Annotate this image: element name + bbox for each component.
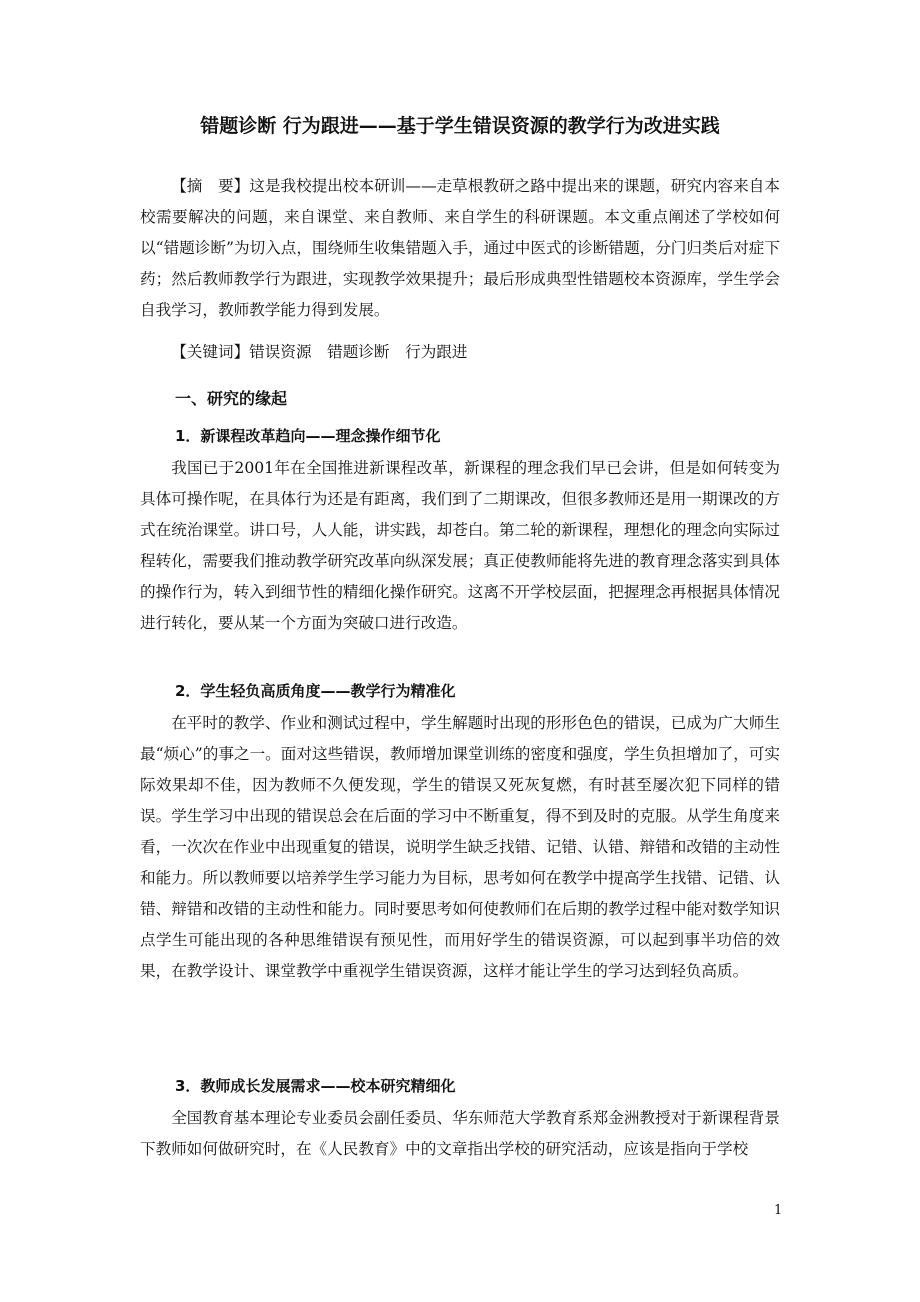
page-number: 1 (774, 1203, 783, 1218)
keywords-text: 错误资源 错题诊断 行为跟进 (249, 343, 468, 361)
abstract-text: 这是我校提出校本研训——走草根教研之路中提出来的课题，研究内容来自本校需要解决的问题，来自课堂、来自教师、来自学生的科研课题。本文重点阐述了学校如何以“错题诊断”为切入点，围绕师生收集错题入手，通过中医式的诊断错题，分门归类后对症下药；然后教师教学行为跟进，实现教学效果提升；最后形成典型性错题校本资源库，学生学会自我学习，教师教学能力得到发展。 (140, 177, 780, 319)
subsection-paragraph-3: 全国教育基本理论专业委员会副任委员、华东师范大学教育系郑金洲教授对于新课程背景下教师如何做研究时，在《人民教育》中的文章指出学校的研究活动，应该是指向于学校 (140, 1109, 780, 1158)
section-heading: 一、研究的缘起 (175, 389, 288, 408)
keywords-label: 【关键词】 (171, 343, 250, 361)
subsection-heading-1: 1．新课程改革趋向——理念操作细节化 (175, 427, 441, 445)
abstract-label: 【摘 要】 (171, 177, 250, 195)
abstract-paragraph (140, 171, 780, 326)
subsection-paragraph-1: 我国已于2001年在全国推进新课程改革，新课程的理念我们早已会讲，但是如何转变为具体可操作呢，在具体行为还是有距离，我们到了二期课改，但很多教师还是用一期课改的方式在统治课堂。讲口号，人人能，讲实践，却苍白。第二轮的新课程，理想化的理念向实际过程转化，需要我们推动教学研究改革向纵深发展；真正使教师能将先进的教育理念落实到具体的操作行为，转入到细节性的精细化操作研究。这离不开学校层面，把握理念再根据具体情况进行转化，要从某一个方面为突破口进行改造。 (140, 459, 780, 632)
document-title: 错题诊断 行为跟进——基于学生错误资源的教学行为改进实践 (200, 115, 720, 137)
keywords-paragraph (140, 337, 780, 368)
subsection-heading-2: 2．学生轻负高质角度——教学行为精准化 (175, 682, 456, 700)
subsection-heading-3: 3．教师成长发展需求——校本研究精细化 (175, 1077, 456, 1095)
subsection-paragraph-2: 在平时的教学、作业和测试过程中，学生解题时出现的形形色色的错误，已成为广大师生最“烦心”的事之一。面对这些错误，教师增加课堂训练的密度和强度，学生负担增加了，可实际效果却不佳，因为教师不久便发现，学生的错误又死灰复燃，有时甚至屡次犯下同样的错误。学生学习中出现的错误总会在后面的学习中不断重复，得不到及时的克服。从学生角度来看，一次次在作业中出现重复的错误，说明学生缺乏找错、记错、认错、辩错和改错的主动性和能力。所以教师要以培养学生学习能力为目标，思考如何在教学中提高学生找错、记错、认错、辩错和改错的主动性和能力。同时要思考如何使教师们在后期的教学过程中能对数学知识点学生可能出现的各种思维错误有预见性，而用好学生的错误资源，可以起到事半功倍的效果，在教学设计、课堂教学中重视学生错误资源，这样才能让学生的学习达到轻负高质。 (140, 714, 780, 980)
